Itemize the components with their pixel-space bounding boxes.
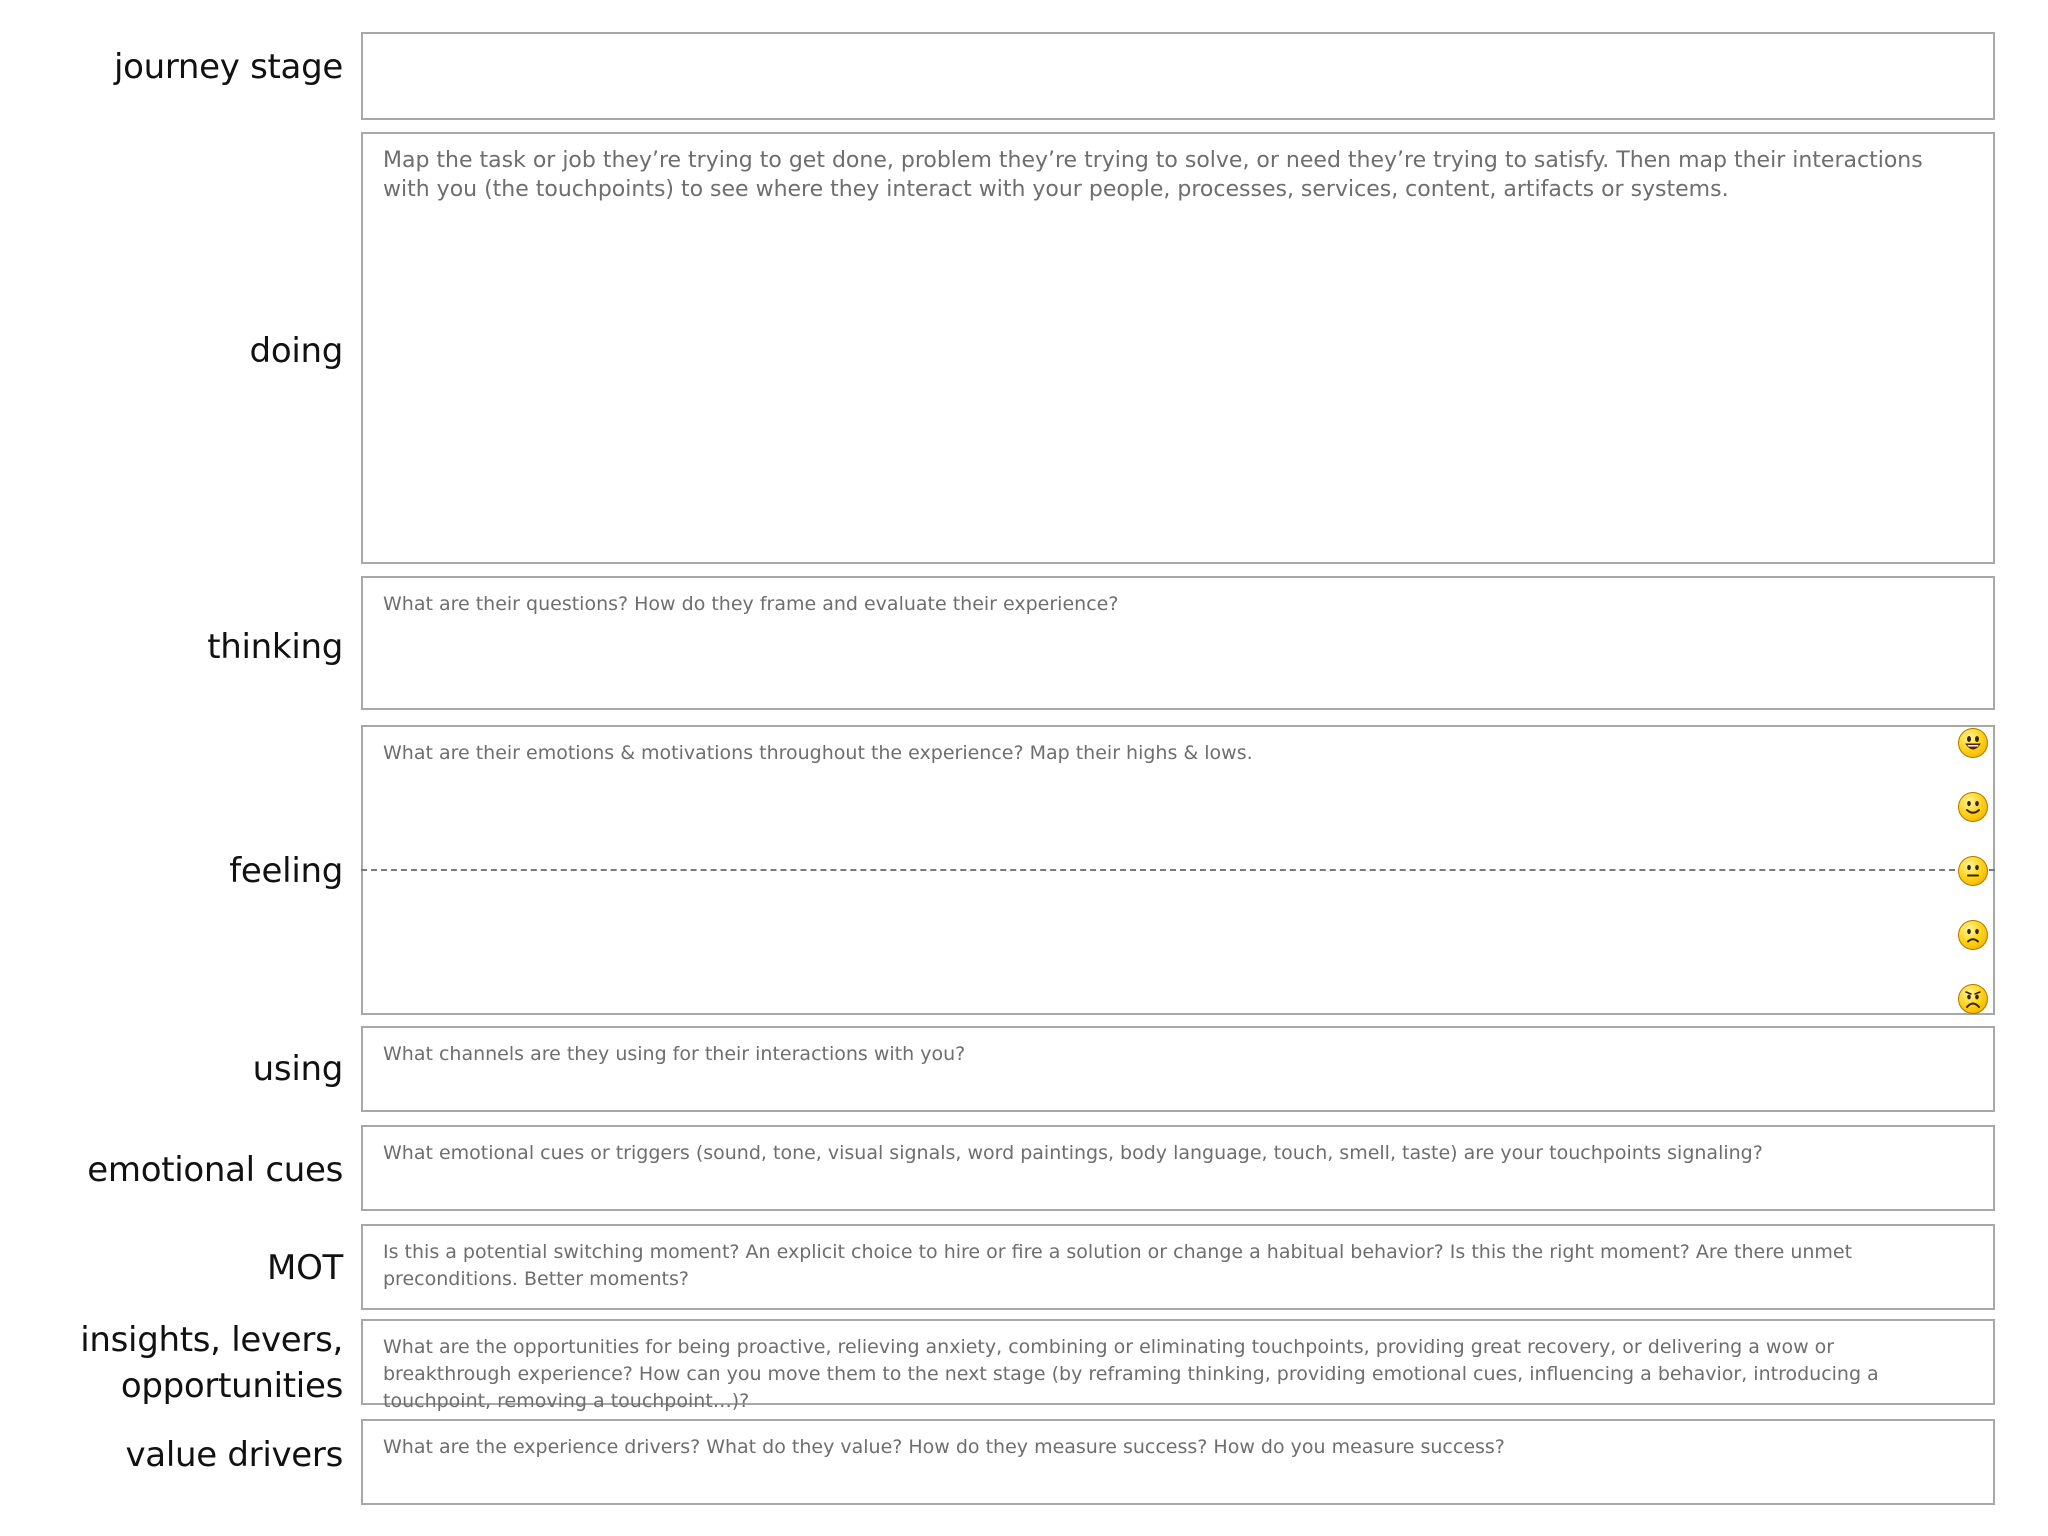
value-drivers-box[interactable] — [361, 1419, 1995, 1505]
neutral-face-icon — [1958, 856, 1988, 886]
very-sad-face-icon — [1958, 984, 1988, 1014]
mot-prompt: Is this a potential switching moment? An explicit choice to hire or fire a solution or change a habitual behavior? Is this the right moment? Are there unmet preconditions. Better moments? — [383, 1241, 1853, 1290]
row-label-using: using — [252, 1049, 343, 1089]
row-label-emotional-cues: emotional cues — [87, 1150, 343, 1190]
row-label-journey-stage: journey stage — [113, 47, 343, 87]
neutral-baseline — [361, 869, 1995, 871]
row-label-mot: MOT — [267, 1248, 343, 1288]
row-label-value-drivers: value drivers — [125, 1435, 343, 1475]
using-box[interactable] — [361, 1026, 1995, 1112]
sad-face-icon — [1958, 920, 1988, 950]
insights-box[interactable] — [361, 1319, 1995, 1412]
value-drivers-prompt: What are the experience drivers? What do they value? How do they measure success? How do you measure success? — [383, 1436, 1505, 1458]
doing-box[interactable] — [361, 132, 1995, 564]
happy-face-icon — [1958, 792, 1988, 822]
doing-prompt: Map the task or job they’re trying to get done, problem they’re trying to solve, or need they’re trying to satisfy. Then map their interactions with you (the touchpoints) to see where they interact with your people, processes, services, content, artifacts or systems. — [383, 148, 1923, 202]
row-label-thinking: thinking — [207, 627, 343, 667]
insights-prompt: What are the opportunities for being proactive, relieving anxiety, combining or eliminating touchpoints, providing great recovery, or delivering a wow or breakthrough experience? How can you move them to the next stage (by reframing thinking, providing emotional cues, influencing a behavior, introducing a touchpoint, removing a touchpoint…)? — [383, 1336, 1879, 1412]
row-label-insights-levers: insights, levers, — [80, 1320, 343, 1360]
thinking-box[interactable] — [361, 576, 1995, 710]
row-label-doing: doing — [249, 331, 343, 371]
journey-stage-box[interactable] — [361, 32, 1995, 120]
feeling-box[interactable] — [361, 725, 1995, 1015]
feeling-prompt: What are their emotions & motivations throughout the experience? Map their highs & lows. — [383, 742, 1253, 764]
emotional-cues-box[interactable] — [361, 1125, 1995, 1211]
using-prompt: What channels are they using for their interactions with you? — [383, 1043, 966, 1065]
thinking-prompt: What are their questions? How do they frame and evaluate their experience? — [383, 593, 1119, 615]
very-happy-face-icon — [1958, 728, 1988, 758]
row-label-feeling: feeling — [229, 851, 343, 891]
emotional-cues-prompt: What emotional cues or triggers (sound, tone, visual signals, word paintings, body language, touch, smell, taste) are your touchpoints signaling? — [383, 1142, 1763, 1164]
row-label-opportunities: opportunities — [120, 1366, 343, 1406]
mot-box[interactable] — [361, 1224, 1995, 1310]
